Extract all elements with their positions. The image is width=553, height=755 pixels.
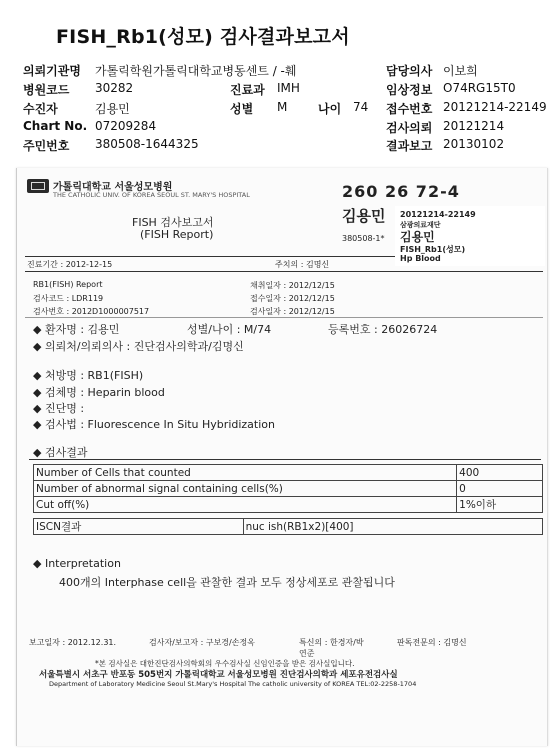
report-title: FISH_Rb1(성모) 검사결과보고서 [56, 26, 350, 48]
result-value: 1%이하 [457, 497, 543, 513]
hospital-subtitle: THE CATHOLIC UNIV. OF KOREA SEOUL ST. MARY'S HOSPITAL [53, 191, 250, 199]
hospital-code-value: 30282 [95, 81, 134, 95]
table-row [34, 465, 543, 481]
clinical-info-value: O74RG15T0 [443, 81, 516, 95]
collector-label: 수진자 [23, 102, 58, 116]
sticker-org: 삼광의료재단 [400, 221, 441, 229]
department-label: 진료과 [230, 83, 265, 97]
footer-address: 서울특별시 서초구 반포동 505번지 가톨릭대학교 서울성모병원 진단검사의학과 세포유전검사실 [39, 670, 398, 680]
label-code: 260 26 72-4 [342, 182, 460, 201]
sex-label: 성별 [230, 102, 254, 116]
report-date-value: 20130102 [443, 137, 505, 151]
sticker-test: FISH_Rb1(성모) [400, 245, 466, 254]
method-line: ◆ 검사법 : Fluorescence In Situ Hybridization [33, 418, 275, 431]
exam-date: 검사일자 : 2012/12/15 [250, 307, 335, 316]
age-label: 나이 [318, 102, 342, 116]
physician-label: 담당의사 [386, 64, 433, 78]
sticker-receipt: 20121214-22149 [400, 210, 476, 219]
sticker-name: 김용민 [400, 230, 435, 244]
specimen-sticker [395, 206, 545, 266]
report-date-label: 결과보고 [386, 139, 433, 153]
collector-value: 김용민 [95, 102, 130, 116]
divider [25, 317, 543, 318]
result-item: Cut off(%) [34, 497, 457, 513]
result-value: 0 [457, 481, 543, 497]
result-value: 400 [457, 465, 543, 481]
interpretation-heading: ◆ Interpretation [33, 557, 121, 570]
divider [25, 256, 395, 257]
request-date-value: 20121214 [443, 119, 505, 133]
table-row [34, 481, 543, 497]
period-label: 진료기간 : 2012-12-15 [27, 260, 113, 269]
institution-value: 가톨릭학원가톨릭대학교병동센트 / -훼 [95, 64, 297, 78]
test-name: RB1(FISH) Report [33, 280, 103, 289]
iscn-value: nuc ish(RB1x2)[400] [243, 519, 542, 535]
footer-special-2: 연준 [299, 649, 315, 658]
collect-date: 채취일자 : 2012/12/15 [250, 281, 335, 290]
receipt-no-label: 접수번호 [386, 102, 433, 116]
receive-date: 접수일자 : 2012/12/15 [250, 294, 335, 303]
hospital-name: 가톨릭대학교 서울성모병원 [53, 182, 173, 193]
footer-expert: 판독전문의 : 김명신 [397, 638, 467, 647]
order-line: ◆ 처방명 : RB1(FISH) [33, 369, 144, 382]
iscn-label: ISCN결과 [34, 519, 244, 535]
table-row [34, 497, 543, 513]
label-name: 김용민 [342, 207, 386, 225]
footer-note: *본 검사실은 대한진단검사의학회의 우수검사실 신임인증을 받은 검사실입니다. [95, 659, 355, 668]
patient-line: ◆ 환자명 : 김용민 [33, 323, 120, 336]
chart-no-value: 07209284 [95, 119, 157, 133]
chart-no-label: Chart No. [23, 119, 88, 133]
footer-english: Department of Laboratory Medicine Seoul St.Mary's Hospital The catholic university of KOREA TEL:02-2258-1704 [49, 680, 417, 688]
department-value: IMH [277, 81, 300, 95]
sex-value: M [277, 100, 288, 114]
diagnosis-line: ◆ 진단명 : [33, 402, 85, 415]
requester-line: ◆ 의뢰처/의뢰의사 : 진단검사의학과/김명신 [33, 340, 244, 353]
footer-examiner: 검사자/보고자 : 구보경/손정옥 [149, 638, 255, 647]
interpretation-text: 400개의 Interphase cell을 관찰한 결과 모두 정상세포로 관찰됩니다 [59, 576, 395, 589]
resident-no-value: 380508-1644325 [95, 137, 199, 151]
results-table [33, 464, 543, 513]
request-date-label: 검사의뢰 [386, 121, 433, 135]
label-id: 380508-1* [342, 234, 385, 243]
scanned-report-sheet [16, 168, 548, 746]
sex-age-line: 성별/나이 : M/74 [187, 323, 272, 336]
divider [25, 271, 543, 272]
result-item: Number of abnormal signal containing cells(%) [34, 481, 457, 497]
sticker-specimen: Hp Blood [400, 254, 441, 263]
result-item: Number of Cells that counted [34, 465, 457, 481]
clinical-info-label: 임상정보 [386, 83, 433, 97]
age-value: 74 [353, 100, 369, 114]
receipt-no-value: 20121214-22149 [443, 100, 547, 114]
sheet-title-en: (FISH Report) [140, 228, 214, 241]
divider [29, 459, 541, 460]
physician-value: 이보희 [443, 64, 478, 78]
footer-report-date: 보고일자 : 2012.12.31. [29, 638, 117, 647]
test-code: 검사코드 : LDR119 [33, 294, 104, 303]
iscn-table [33, 518, 543, 535]
footer-special: 특신의 : 한경자/박 [299, 638, 364, 647]
sheet-title: FISH 검사보고서 [132, 216, 214, 229]
resident-no-label: 주민번호 [23, 139, 70, 153]
reg-no-line: 등록번호 : 26026724 [328, 323, 438, 336]
results-heading: ◆ 검사결과 [33, 446, 88, 459]
specimen-line: ◆ 검체명 : Heparin blood [33, 386, 165, 399]
hospital-logo-icon [27, 179, 49, 193]
hospital-code-label: 병원코드 [23, 83, 70, 97]
test-number: 검사번호 : 2012D1000007517 [33, 307, 150, 316]
institution-label: 의뢰기관명 [23, 64, 81, 78]
doctor-label: 주치의 : 김명신 [275, 260, 330, 269]
table-row [34, 519, 543, 535]
